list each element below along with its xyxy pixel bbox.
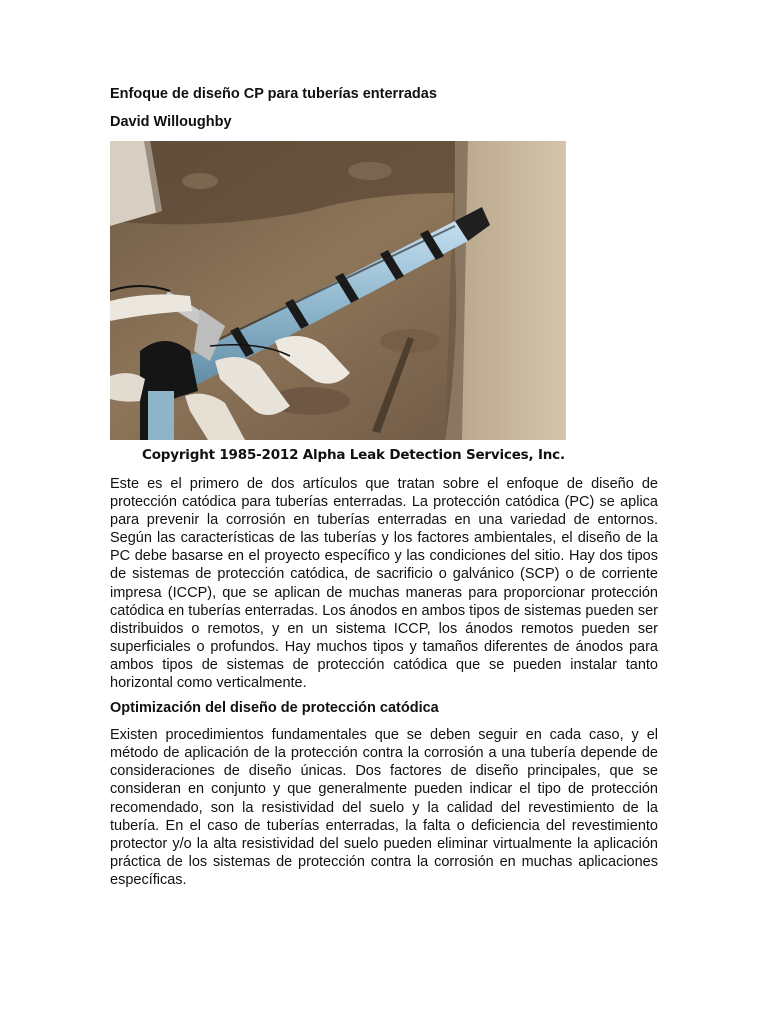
figure-copyright: Copyright 1985-2012 Alpha Leak Detection Services, Inc.	[142, 447, 565, 463]
pipeline-excavation-photo	[110, 141, 566, 440]
document-title: Enfoque de diseño CP para tuberías enterradas	[110, 86, 437, 102]
document-author: David Willoughby	[110, 114, 232, 130]
paragraph-design: Existen procedimientos fundamentales que se deben seguir en cada caso, y el método de aplicación de la protección contra la corrosión a una tubería depende de consideraciones de diseño únicas. Dos factores de diseño principales, que se consideran en conjunto y que generalmente pueden indicar el tipo de protección recomendado, son la resistividad del suelo y la calidad del revestimiento de la tubería. En el caso de tuberías enterradas, la falta o deficiencia del revestimiento protector y/o la alta resistividad del suelo pueden eliminar virtualmente la aplicación práctica de los sistemas de protección contra la corrosión en muchas aplicaciones específicas.	[110, 727, 658, 888]
document-page	[110, 84, 658, 895]
paragraph-intro: Este es el primero de dos artículos que tratan sobre el enfoque de diseño de protección catódica para tuberías enterradas. La protección catódica (PC) se aplica para prevenir la corrosión en tuberías enterradas en una variedad de entornos. Según las características de las tuberías y los factores ambientales, el diseño de la PC debe basarse en el proyecto específico y las condiciones del sitio. Hay dos tipos de sistemas de protección catódica, de sacrificio o galvánico (SCP) o de corriente impresa (ICCP), que se aplican de muchas maneras para proporcionar protección catódica en tuberías enterradas. Los ánodos en ambos tipos de sistemas pueden ser distribuidos o remotos, y en un sistema ICCP, los ánodos remotos pueden ser superficiales o profundos. Hay muchos tipos y tamaños diferentes de ánodos para ambos tipos de sistemas de protección catódica que se pueden instalar tanto horizontal como verticalmente.	[110, 476, 658, 692]
section-heading: Optimización del diseño de protección catódica	[110, 700, 439, 717]
